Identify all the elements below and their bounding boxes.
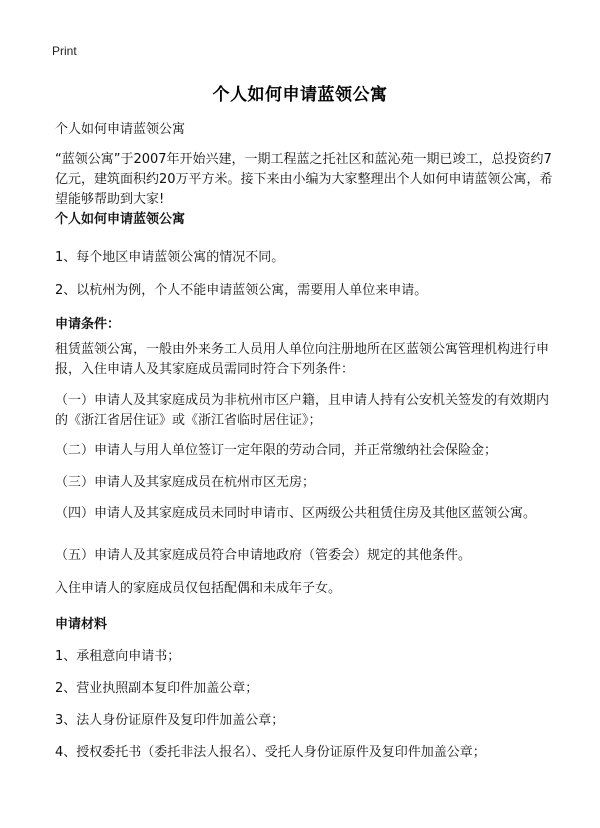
section1-item: 1、每个地区申请蓝领公寓的情况不同。 bbox=[55, 250, 285, 265]
section3-heading: 申请材料 bbox=[55, 617, 108, 632]
page-title: 个人如何申请蓝领公寓 bbox=[212, 85, 388, 105]
condition-item: （三）申请人及其家庭成员在杭州市区无房； bbox=[55, 475, 316, 490]
section2-intro: 租赁蓝领公寓，一般由外来务工人员用人单位向注册地所在区蓝领公寓管理机构进行申报，入住申请人及其家庭成员需同时符合下列条件： bbox=[55, 342, 550, 377]
condition-item: （二）申请人与用人单位签订一定年限的劳动合同，并正常缴纳社会保险金； bbox=[55, 443, 498, 458]
document-subtitle: 个人如何申请蓝领公寓 bbox=[55, 122, 186, 137]
section2-heading: 申请条件： bbox=[55, 317, 121, 332]
material-item: 4、授权委托书（委托非法人报名）、受托人身份证原件及复印件加盖公章； bbox=[55, 745, 486, 760]
condition-item: （一）申请人及其家庭成员为非杭州市区户籍，且申请人持有公安机关签发的有效期内的《浙江省居住证》或《浙江省临时居住证》； bbox=[55, 393, 550, 428]
family-note: 入住申请人的家庭成员仅包括配偶和未成年子女。 bbox=[55, 581, 342, 596]
material-item: 1、承租意向申请书； bbox=[55, 649, 181, 664]
material-item: 3、法人身份证原件及复印件加盖公章； bbox=[55, 713, 285, 728]
intro-paragraph: “蓝领公寓”于2007年开始兴建，一期工程蓝之托社区和蓝沁苑一期已竣工，总投资约7亿元，建筑面积约20万平方米。接下来由小编为大家整理出个人如何申请蓝领公寓，希望能够帮助到大家! bbox=[55, 152, 553, 207]
section1-heading: 个人如何申请蓝领公寓 bbox=[55, 212, 186, 227]
condition-item: （四）申请人及其家庭成员未同时申请市、区两级公共租赁住房及其他区蓝领公寓。 bbox=[55, 506, 537, 521]
material-item: 2、营业执照副本复印件加盖公章； bbox=[55, 681, 259, 696]
section1-item: 2、以杭州为例，个人不能申请蓝领公寓，需要用人单位来申请。 bbox=[55, 283, 428, 298]
condition-item: （五）申请人及其家庭成员符合申请地政府（管委会）规定的其他条件。 bbox=[55, 548, 472, 563]
print-link[interactable]: Print bbox=[52, 44, 77, 58]
